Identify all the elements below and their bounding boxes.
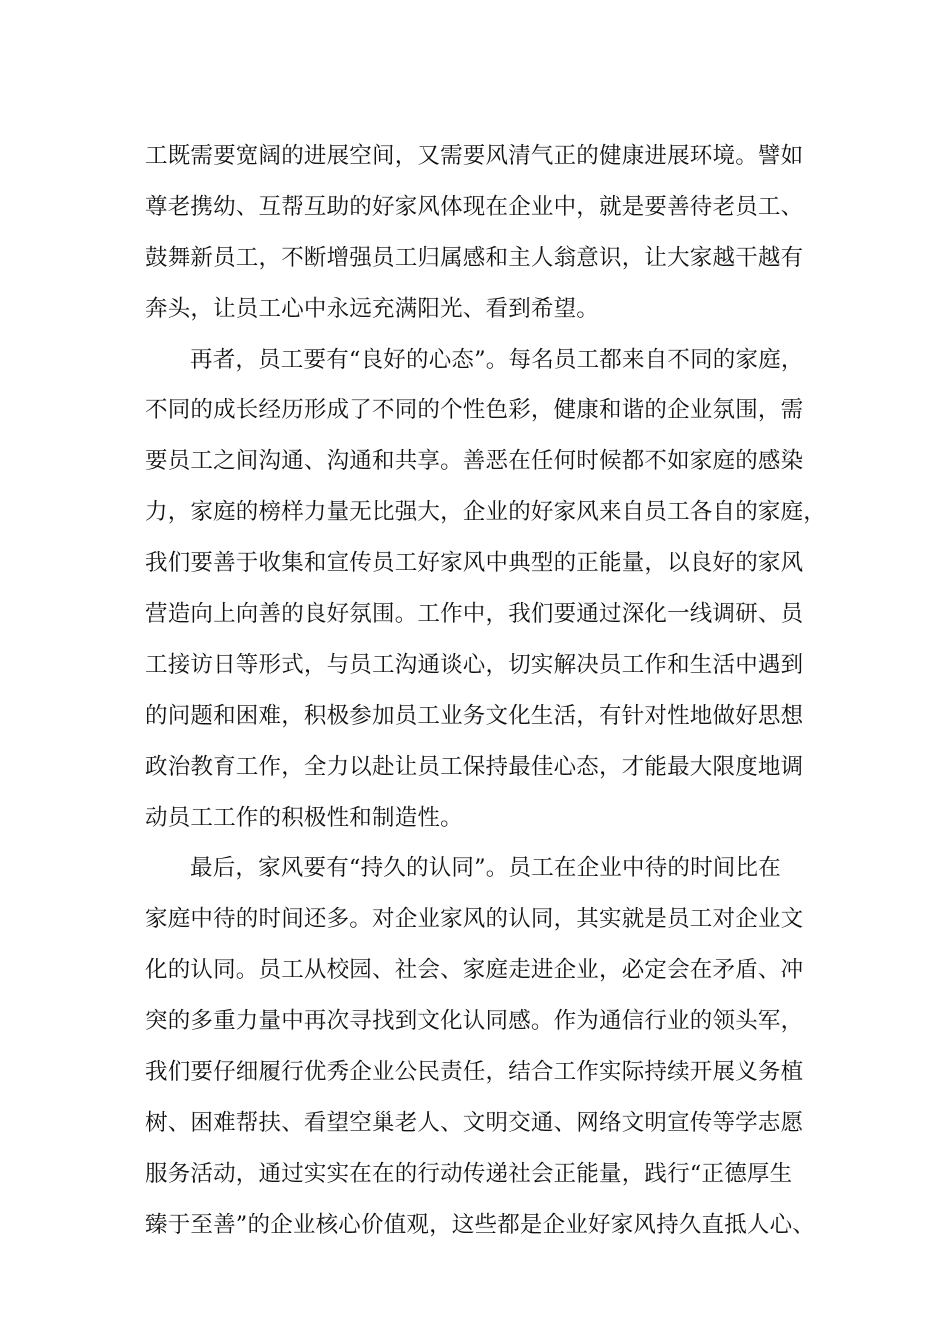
text-line: 力，家庭的榜样力量无比强大，企业的好家风来自员工各自的家庭， bbox=[145, 499, 827, 526]
text-line: 树、困难帮扶、看望空巢老人、文明交通、网络文明宣传等学志愿 bbox=[145, 1109, 804, 1136]
text-line: 尊老携幼、互帮互助的好家风体现在企业中，就是要善待老员工、 bbox=[145, 193, 804, 220]
text-line: 的问题和困难，积极参加员工业务文化生活，有针对性地做好思想 bbox=[145, 702, 804, 729]
text-line: 要员工之间沟通、沟通和共享。善恶在任何时候都不如家庭的感染 bbox=[145, 448, 804, 475]
text-line: 最后，家风要有“持久的认同”。员工在企业中待的时间比在 bbox=[190, 855, 781, 882]
text-line: 工接访日等形式，与员工沟通谈心，切实解决员工作和生活中遇到 bbox=[145, 651, 804, 678]
text-line: 政治教育工作，全力以赴让员工保持最佳心态，才能最大限度地调 bbox=[145, 753, 804, 780]
text-line: 臻于至善”的企业核心价值观，这些都是企业好家风持久直抵人心、 bbox=[145, 1211, 816, 1238]
text-line: 我们要仔细履行优秀企业公民责任，结合工作实际持续开展义务植 bbox=[145, 1059, 804, 1086]
text-line: 我们要善于收集和宣传员工好家风中典型的正能量，以良好的家风 bbox=[145, 550, 804, 577]
text-line: 突的多重力量中再次寻找到文化认同感。作为通信行业的领头军， bbox=[145, 1008, 804, 1035]
text-line: 鼓舞新员工，不断增强员工归属感和主人翁意识，让大家越干越有 bbox=[145, 244, 804, 271]
text-line: 营造向上向善的良好氛围。工作中，我们要通过深化一线调研、员 bbox=[145, 601, 804, 628]
text-line: 家庭中待的时间还多。对企业家风的认同，其实就是员工对企业文 bbox=[145, 906, 804, 933]
text-line: 奔头，让员工心中永远充满阳光、看到希望。 bbox=[145, 295, 600, 322]
text-line: 工既需要宽阔的进展空间，又需要风清气正的健康进展环境。譬如 bbox=[145, 143, 804, 169]
text-line: 动员工工作的积极性和制造性。 bbox=[145, 804, 463, 831]
text-line: 化的认同。员工从校园、社会、家庭走进企业，必定会在矛盾、冲 bbox=[145, 957, 804, 984]
text-line: 服务活动，通过实实在在的行动传递社会正能量，践行“正德厚生 bbox=[145, 1160, 793, 1187]
document-body bbox=[145, 131, 825, 1251]
text-line: 再者，员工要有“良好的心态”。每名员工都来自不同的家庭， bbox=[190, 346, 804, 373]
text-line: 不同的成长经历形成了不同的个性色彩，健康和谐的企业氛围，需 bbox=[145, 397, 804, 424]
